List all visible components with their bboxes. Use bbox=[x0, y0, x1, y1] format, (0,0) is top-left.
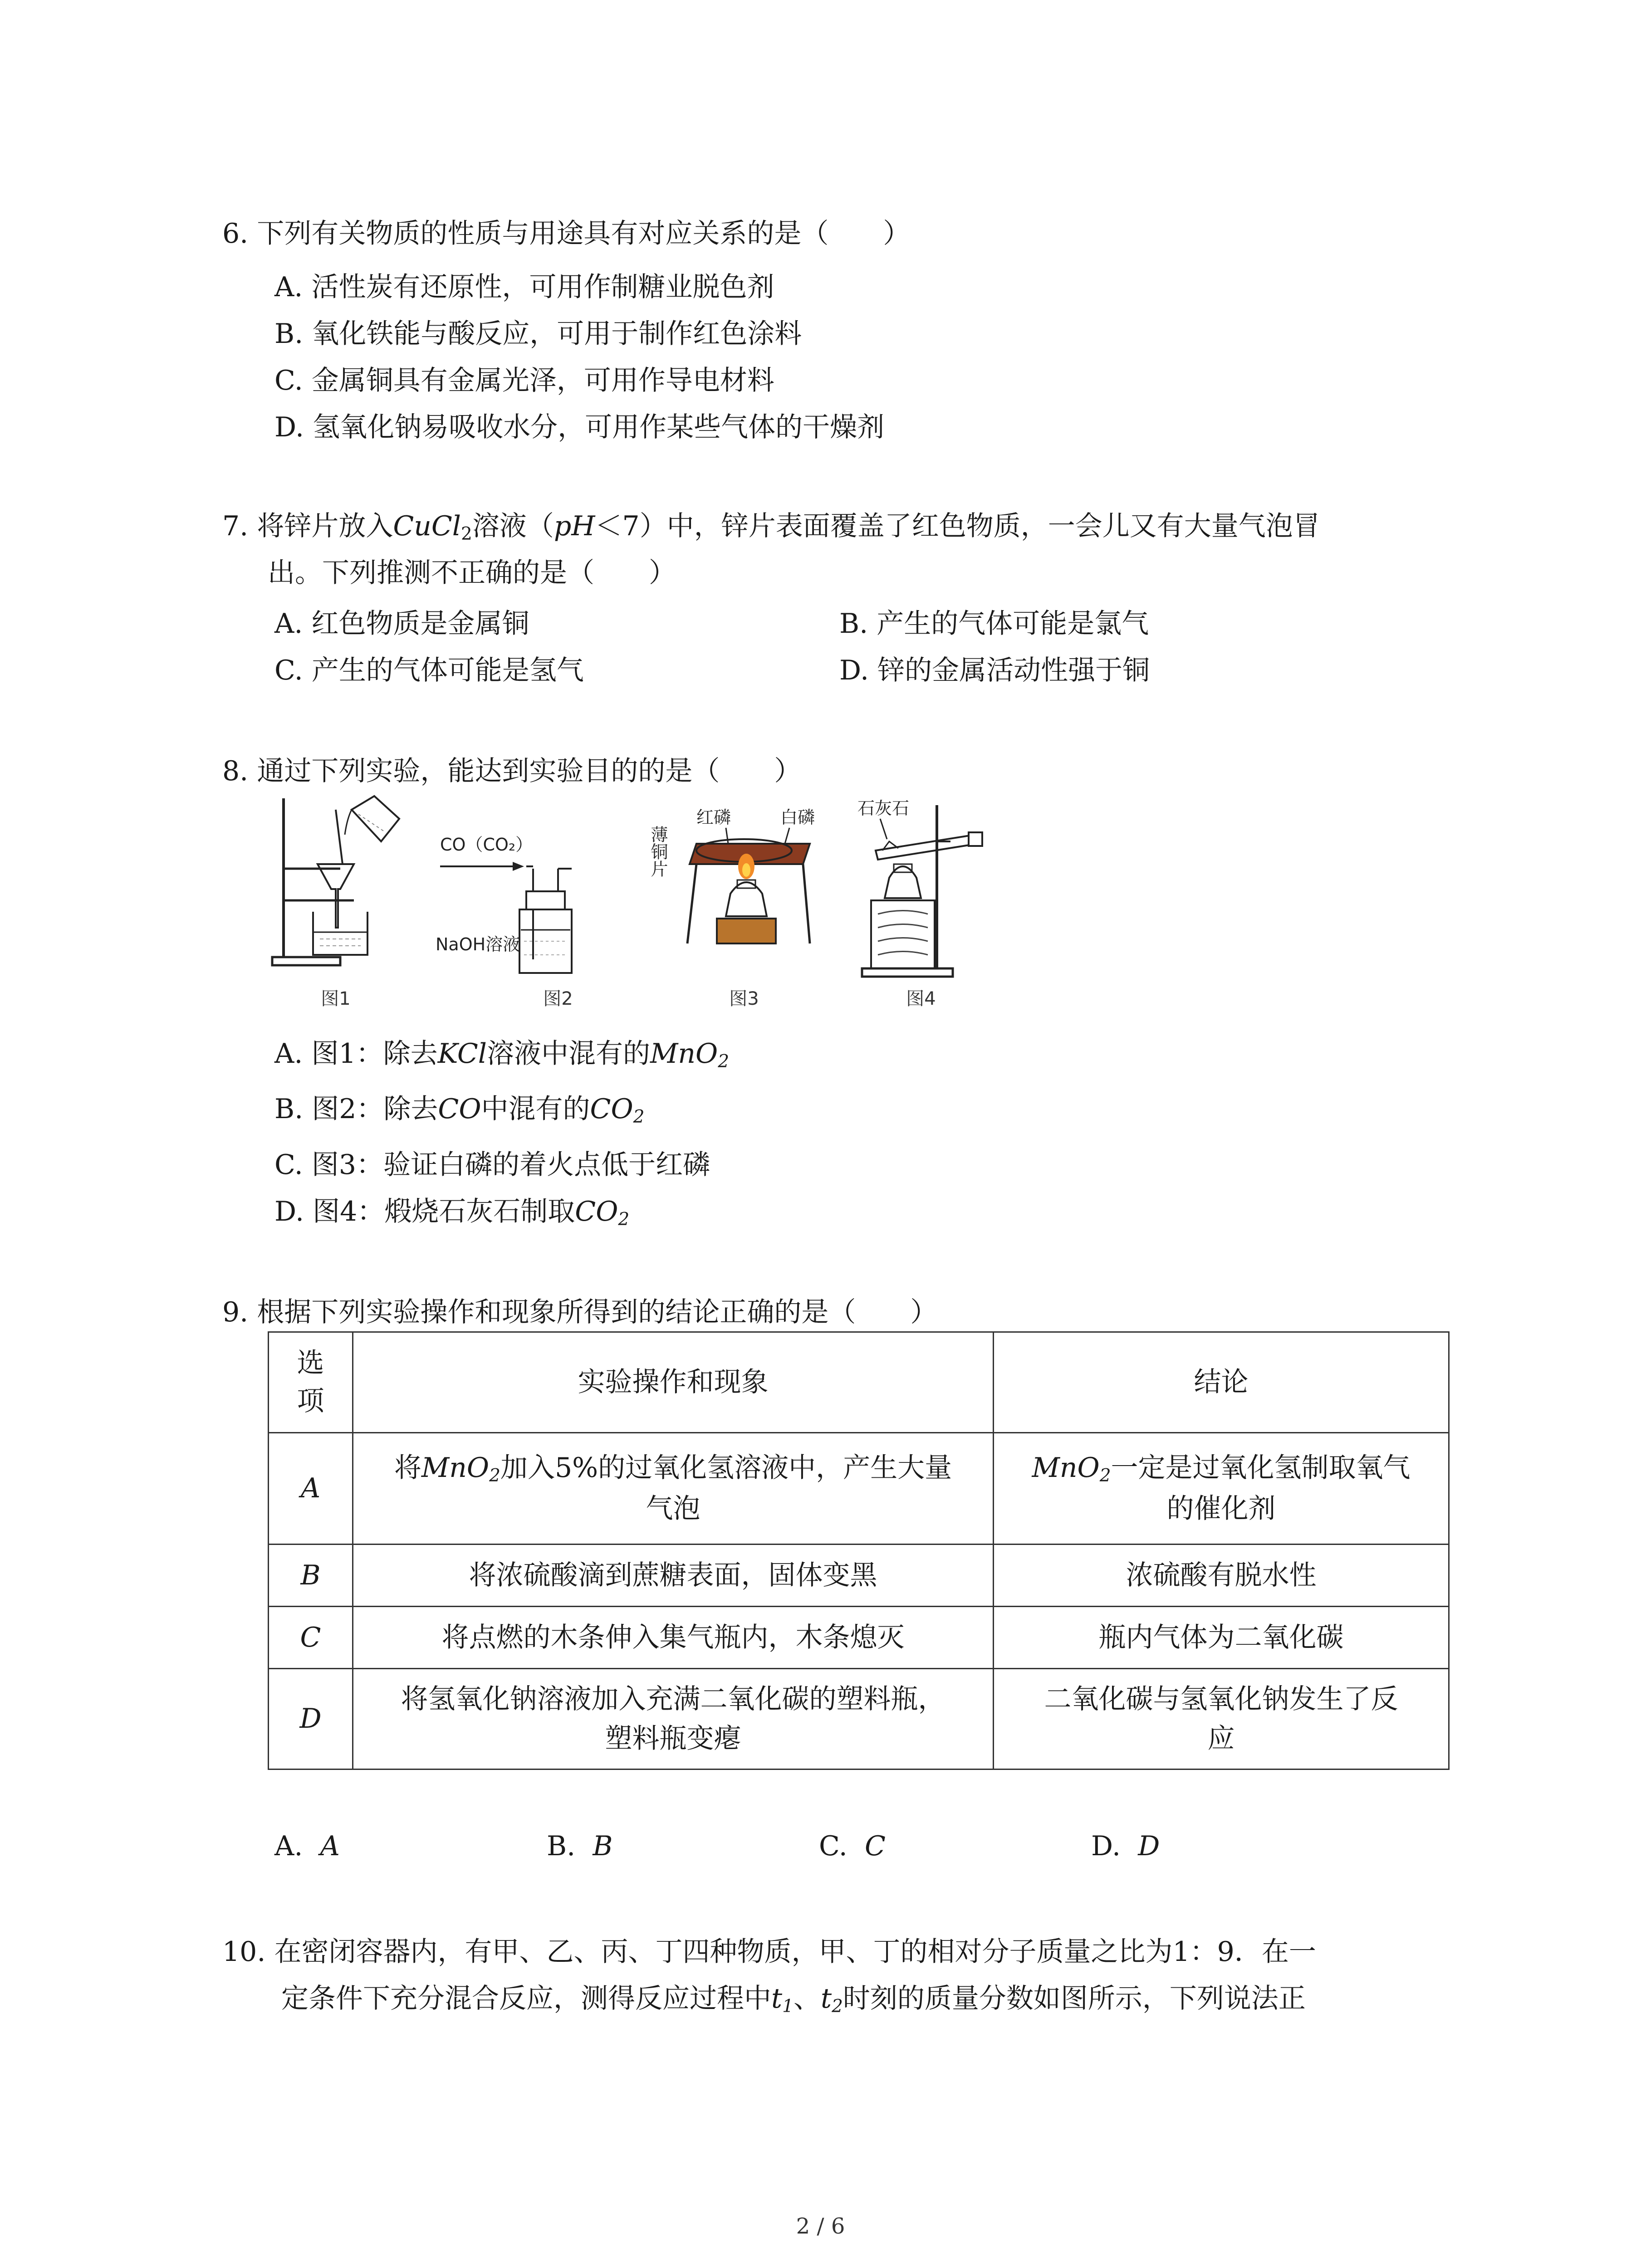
question-6-option-a: A. 活性炭有还原性，可用作制糖业脱色剂 bbox=[274, 271, 774, 303]
figure-3-copper-plate bbox=[648, 803, 826, 984]
row-a-operation: 将MnO$_2$加入5%的过氧化氢溶液中，产生大量 气泡 bbox=[353, 1433, 994, 1545]
question-9-stem: 9. 根据下列实验操作和现象所得到的结论正确的是（ ） bbox=[222, 1296, 938, 1328]
question-9-choice-a: A. A bbox=[274, 1830, 340, 1862]
figure-3-caption: 图3 bbox=[729, 988, 759, 1009]
question-7-option-b: B. 产生的气体可能是氯气 bbox=[839, 608, 1149, 640]
question-8-option-d: D. 图4：煅烧石灰石制取$CO_2$ bbox=[274, 1196, 630, 1230]
question-10-line1: 10. 在密闭容器内，有甲、乙、丙、丁四种物质，甲、丁的相对分子质量之比为1：9．在一 bbox=[222, 1936, 1316, 1968]
question-7-option-a: A. 红色物质是金属铜 bbox=[274, 608, 529, 640]
row-b-operation: 将浓硫酸滴到蔗糖表面，固体变黑 bbox=[353, 1545, 994, 1607]
question-7-option-c: C. 产生的气体可能是氢气 bbox=[274, 655, 584, 686]
row-b-conclusion: 浓硫酸有脱水性 bbox=[994, 1545, 1449, 1607]
question-8-option-b: B. 图2：除去CO中混有的$CO_2$ bbox=[274, 1093, 645, 1127]
question-7-stem-line1: 7. 将锌片放入CuCl$_2$溶液（pH＜7）中，锌片表面覆盖了红色物质，一会儿又有大量气泡冒 bbox=[222, 510, 1320, 544]
row-d-operation: 将氢氧化钠溶液加入充满二氧化碳的塑料瓶， 塑料瓶变瘪 bbox=[353, 1669, 994, 1769]
row-c-conclusion: 瓶内气体为二氧化碳 bbox=[994, 1607, 1449, 1669]
question-9-choice-c: C. C bbox=[819, 1830, 886, 1862]
figure-1-caption: 图1 bbox=[321, 988, 351, 1009]
question-9-table bbox=[268, 1331, 1450, 1770]
question-6-stem: 6. 下列有关物质的性质与用途具有对应关系的是（ ） bbox=[222, 218, 911, 249]
table-row bbox=[269, 1545, 1449, 1607]
question-9-choice-b: B. B bbox=[547, 1830, 613, 1862]
header-conclusion: 结论 bbox=[994, 1332, 1449, 1433]
page-number: 2 / 6 bbox=[796, 2214, 845, 2239]
table-header-row bbox=[269, 1332, 1449, 1433]
table-row bbox=[269, 1607, 1449, 1669]
question-7-stem-line2: 出。下列推测不正确的是（ ） bbox=[268, 557, 676, 589]
figure-3-label-white: 白磷 bbox=[780, 807, 815, 827]
question-6-option-c: C. 金属铜具有金属光泽，可用作导电材料 bbox=[274, 365, 774, 396]
figure-2-caption: 图2 bbox=[543, 988, 573, 1009]
question-8-option-c: C. 图3：验证白磷的着火点低于红磷 bbox=[274, 1149, 710, 1181]
row-a-label: A bbox=[269, 1433, 353, 1545]
row-d-label: D bbox=[269, 1669, 353, 1769]
row-c-label: C bbox=[269, 1607, 353, 1669]
table-row bbox=[269, 1669, 1449, 1769]
figure-1-filtration bbox=[263, 792, 408, 973]
row-b-label: B bbox=[269, 1545, 353, 1607]
figure-3-label-red: 红磷 bbox=[696, 807, 731, 827]
figure-3-label-plate: 薄铜片 bbox=[648, 826, 668, 877]
question-6-option-b: B. 氧化铁能与酸反应，可用于制作红色涂料 bbox=[274, 318, 802, 350]
row-d-conclusion: 二氧化碳与氢氧化钠发生了反 应 bbox=[994, 1669, 1449, 1769]
header-operation: 实验操作和现象 bbox=[353, 1332, 994, 1433]
question-6-option-d: D. 氢氧化钠易吸收水分，可用作某些气体的干燥剂 bbox=[274, 411, 885, 443]
figure-4-caption: 图4 bbox=[906, 988, 936, 1009]
figure-4-limestone bbox=[853, 796, 1007, 982]
figure-2-solution-label: NaOH溶液 bbox=[436, 934, 520, 954]
question-8-option-a: A. 图1：除去KCl溶液中混有的MnO$_2$ bbox=[274, 1038, 730, 1072]
table-row bbox=[269, 1433, 1449, 1545]
question-10-line2: 定条件下充分混合反应，测得反应过程中$t_1$、$t_2$时刻的质量分数如图所示，下列说法正 bbox=[281, 1983, 1306, 2017]
figure-2-gas-label: CO（CO₂） bbox=[440, 835, 533, 855]
figure-4-label: 石灰石 bbox=[857, 798, 910, 818]
question-7-option-d: D. 锌的金属活动性强于铜 bbox=[839, 655, 1150, 686]
row-a-conclusion: MnO$_2$一定是过氧化氢制取氧气 的催化剂 bbox=[994, 1433, 1449, 1545]
figure-2-gas-washing-bottle bbox=[436, 828, 603, 982]
header-option: 选项 bbox=[269, 1332, 353, 1433]
row-c-operation: 将点燃的木条伸入集气瓶内，木条熄灭 bbox=[353, 1607, 994, 1669]
question-9-choice-d: D. D bbox=[1091, 1830, 1160, 1862]
question-8-stem: 8. 通过下列实验，能达到实验目的的是（ ） bbox=[222, 755, 802, 787]
